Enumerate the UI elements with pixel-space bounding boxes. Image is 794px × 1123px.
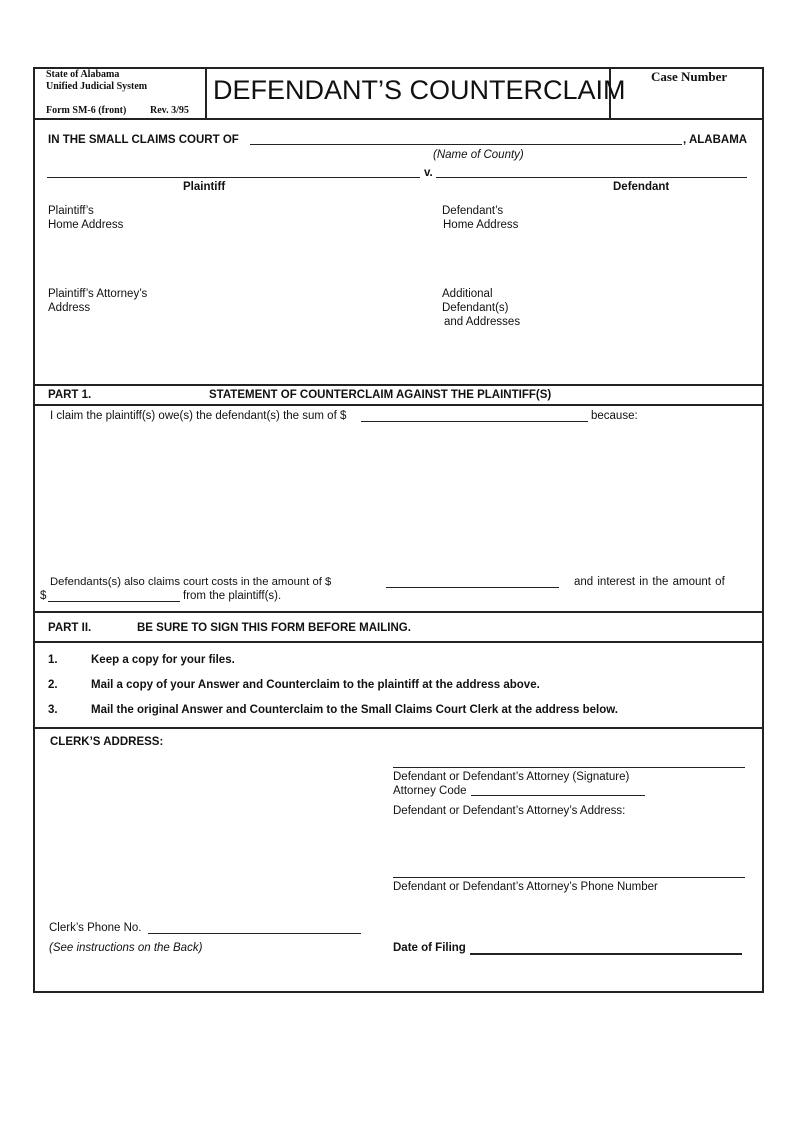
county-caption: (Name of County) <box>433 149 524 161</box>
dollar-sign: $ <box>40 590 47 602</box>
phone-label: Defendant or Defendant’s Attorney’s Phone Number <box>393 881 658 893</box>
instruction-item: Mail the original Answer and Counterclaim to the Small Claims Court Clerk at the address below. <box>91 704 618 716</box>
form-title: DEFENDANT’S COUNTERCLAIM <box>213 75 626 105</box>
additional-defendants-label: Additional <box>442 288 493 300</box>
form-id: Form SM-6 (front) <box>46 105 127 116</box>
divider <box>33 611 762 613</box>
attorney-code-input[interactable] <box>471 795 645 796</box>
item-number: 3. <box>48 704 58 716</box>
part2-label: PART II. <box>48 622 92 634</box>
part1-label: PART 1. <box>48 389 92 401</box>
additional-defendants-label: and Addresses <box>444 316 521 328</box>
form-revision: Rev. 3/95 <box>150 105 189 116</box>
plaintiff-label: Plaintiff <box>183 181 226 193</box>
from-plaintiff-text: from the plaintiff(s). <box>183 590 282 602</box>
divider <box>33 727 762 729</box>
clerk-phone-input[interactable] <box>148 933 361 934</box>
signature-input[interactable] <box>393 767 745 768</box>
date-of-filing-label: Date of Filing <box>393 942 466 954</box>
divider <box>33 384 762 386</box>
signature-label: Defendant or Defendant’s Attorney (Signature) <box>393 771 630 783</box>
attorney-address-label: Defendant or Defendant’s Attorney’s Address: <box>393 805 626 817</box>
court-costs-input[interactable] <box>386 587 559 588</box>
plaintiff-input[interactable] <box>47 177 420 178</box>
clerk-phone-label: Clerk’s Phone No. <box>49 922 142 934</box>
additional-defendants-label: Defendant(s) <box>442 302 509 314</box>
divider <box>33 641 762 643</box>
part1-title: STATEMENT OF COUNTERCLAIM AGAINST THE PLAINTIFF(S) <box>209 389 552 401</box>
instruction-item: Keep a copy for your files. <box>91 654 235 666</box>
clerk-address-label: CLERK’S ADDRESS: <box>50 736 164 748</box>
item-number: 2. <box>48 679 58 691</box>
system-name: Unified Judicial System <box>46 81 148 92</box>
claim-prefix: I claim the plaintiff(s) owe(s) the defendant(s) the sum of $ <box>50 410 347 422</box>
defendant-home-label: Home Address <box>443 219 519 231</box>
form-border <box>33 67 764 993</box>
claim-amount-input[interactable] <box>361 421 588 422</box>
interest-amount-input[interactable] <box>48 601 180 602</box>
instruction-item: Mail a copy of your Answer and Counterclaim to the plaintiff at the address above. <box>91 679 540 691</box>
instructions-note: (See instructions on the Back) <box>49 942 203 954</box>
divider <box>33 404 762 406</box>
defendant-home-label: Defendant’s <box>442 205 504 217</box>
plaintiff-home-label: Home Address <box>48 219 124 231</box>
claim-suffix: because: <box>591 410 638 422</box>
part2-title: BE SURE TO SIGN THIS FORM BEFORE MAILING. <box>137 622 411 634</box>
attorney-code-label: Attorney Code <box>393 785 467 797</box>
case-number-label: Case Number <box>651 69 728 84</box>
versus: v. <box>424 167 433 179</box>
county-input[interactable] <box>250 144 682 145</box>
defendant-input[interactable] <box>436 177 747 178</box>
interest-text: and interest in the amount of <box>574 576 725 588</box>
court-suffix: , ALABAMA <box>683 134 748 146</box>
court-prefix: IN THE SMALL CLAIMS COURT OF <box>48 134 239 146</box>
phone-input[interactable] <box>393 877 745 878</box>
item-number: 1. <box>48 654 58 666</box>
divider <box>205 67 207 119</box>
plaintiff-attorney-label: Address <box>48 302 91 314</box>
state-name: State of Alabama <box>46 69 120 80</box>
costs-text: Defendants(s) also claims court costs in the amount of $ <box>50 576 332 588</box>
divider <box>33 118 762 120</box>
plaintiff-attorney-label: Plaintiff’s Attorney’s <box>48 288 148 300</box>
plaintiff-home-label: Plaintiff’s <box>48 205 94 217</box>
defendant-label: Defendant <box>613 181 670 193</box>
date-of-filing-input[interactable] <box>470 953 742 955</box>
